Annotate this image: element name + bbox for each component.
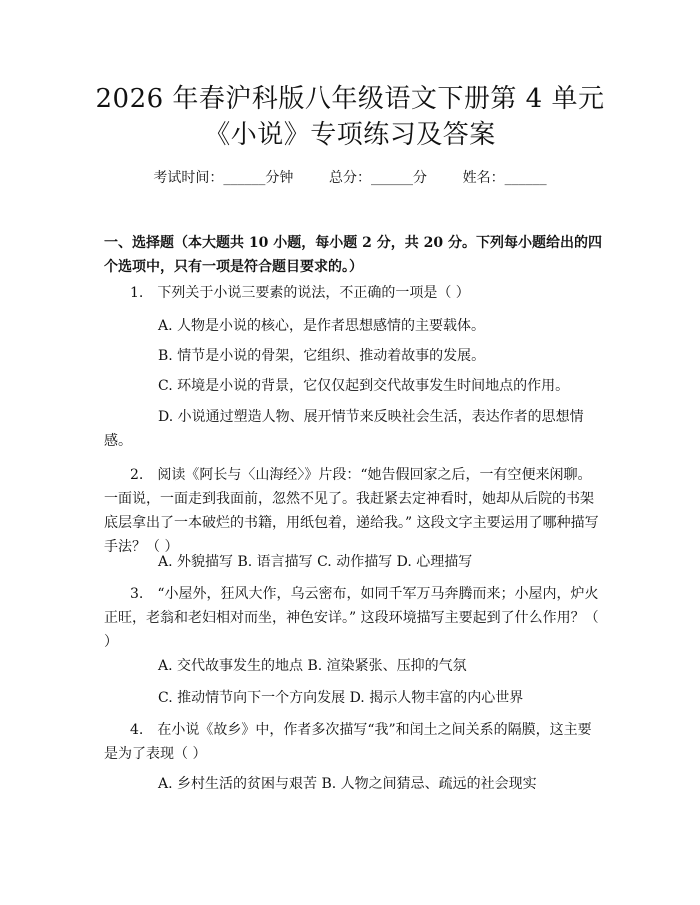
question-1-stem: 1. 下列关于小说三要素的说法，不正确的一项是（ ）: [130, 285, 470, 301]
total-score-field: 总分：______分: [329, 170, 427, 186]
exam-meta: [0, 168, 700, 188]
question-2-stem: 2. 阅读《阿长与〈山海经〉》片段：“她告假回家之后，一有空便来闲聊。一面说，一面走到我面前，忽然不见了。我赶紧去定神看时，她却从后院的书架底层拿出了一本破烂的书籍，用纸包着，递给我。” 这段文字主要运用了哪种描写手法？（ ）: [104, 467, 599, 555]
question-3-stem: 3. “小屋外，狂风大作，乌云密布，如同千军万马奔腾而来；小屋内，炉火正旺，老翁和老妇相对而坐，神色安详。” 这段环境描写主要起到了什么作用？（ ）: [104, 586, 599, 650]
document-title-line-2: 《小说》专项练习及答案: [204, 120, 496, 150]
question-1-option-b: B. 情节是小说的骨架，它组织、推动着故事的发展。: [158, 348, 486, 364]
question-1-option-a: A. 人物是小说的核心，是作者思想感情的主要载体。: [158, 318, 486, 334]
question-1-option-d: D. 小说通过塑造人物、展开情节来反映社会生活，表达作者的思想情感。: [104, 409, 584, 449]
question-4-options-line-1: A. 乡村生活的贫困与艰苦 B. 人物之间猜忌、疏远的社会现实: [158, 776, 537, 792]
name-field: 姓名：______: [462, 170, 547, 186]
question-3-options-line-2: C. 推动情节向下一个方向发展 D. 揭示人物丰富的内心世界: [158, 690, 524, 706]
exam-time-field: 考试时间：______分钟: [153, 170, 294, 186]
question-4-stem: 4. 在小说《故乡》中，作者多次描写“我”和闰土之间关系的隔膜，这主要是为了表现（ ）: [104, 722, 592, 762]
document-title-line-1: 2026 年春沪科版八年级语文下册第 4 单元: [95, 84, 605, 114]
question-2-options: A. 外貌描写 B. 语言描写 C. 动作描写 D. 心理描写: [158, 554, 473, 570]
section-heading: 一、选择题（本大题共 10 小题，每小题 2 分，共 20 分。下列每小题给出的四个选项中，只有一项是符合题目要求的。）: [104, 235, 602, 275]
question-1-option-c: C. 环境是小说的背景，它仅仅起到交代故事发生时间地点的作用。: [158, 378, 570, 394]
question-3-options-line-1: A. 交代故事发生的地点 B. 渲染紧张、压抑的气氛: [158, 658, 467, 674]
